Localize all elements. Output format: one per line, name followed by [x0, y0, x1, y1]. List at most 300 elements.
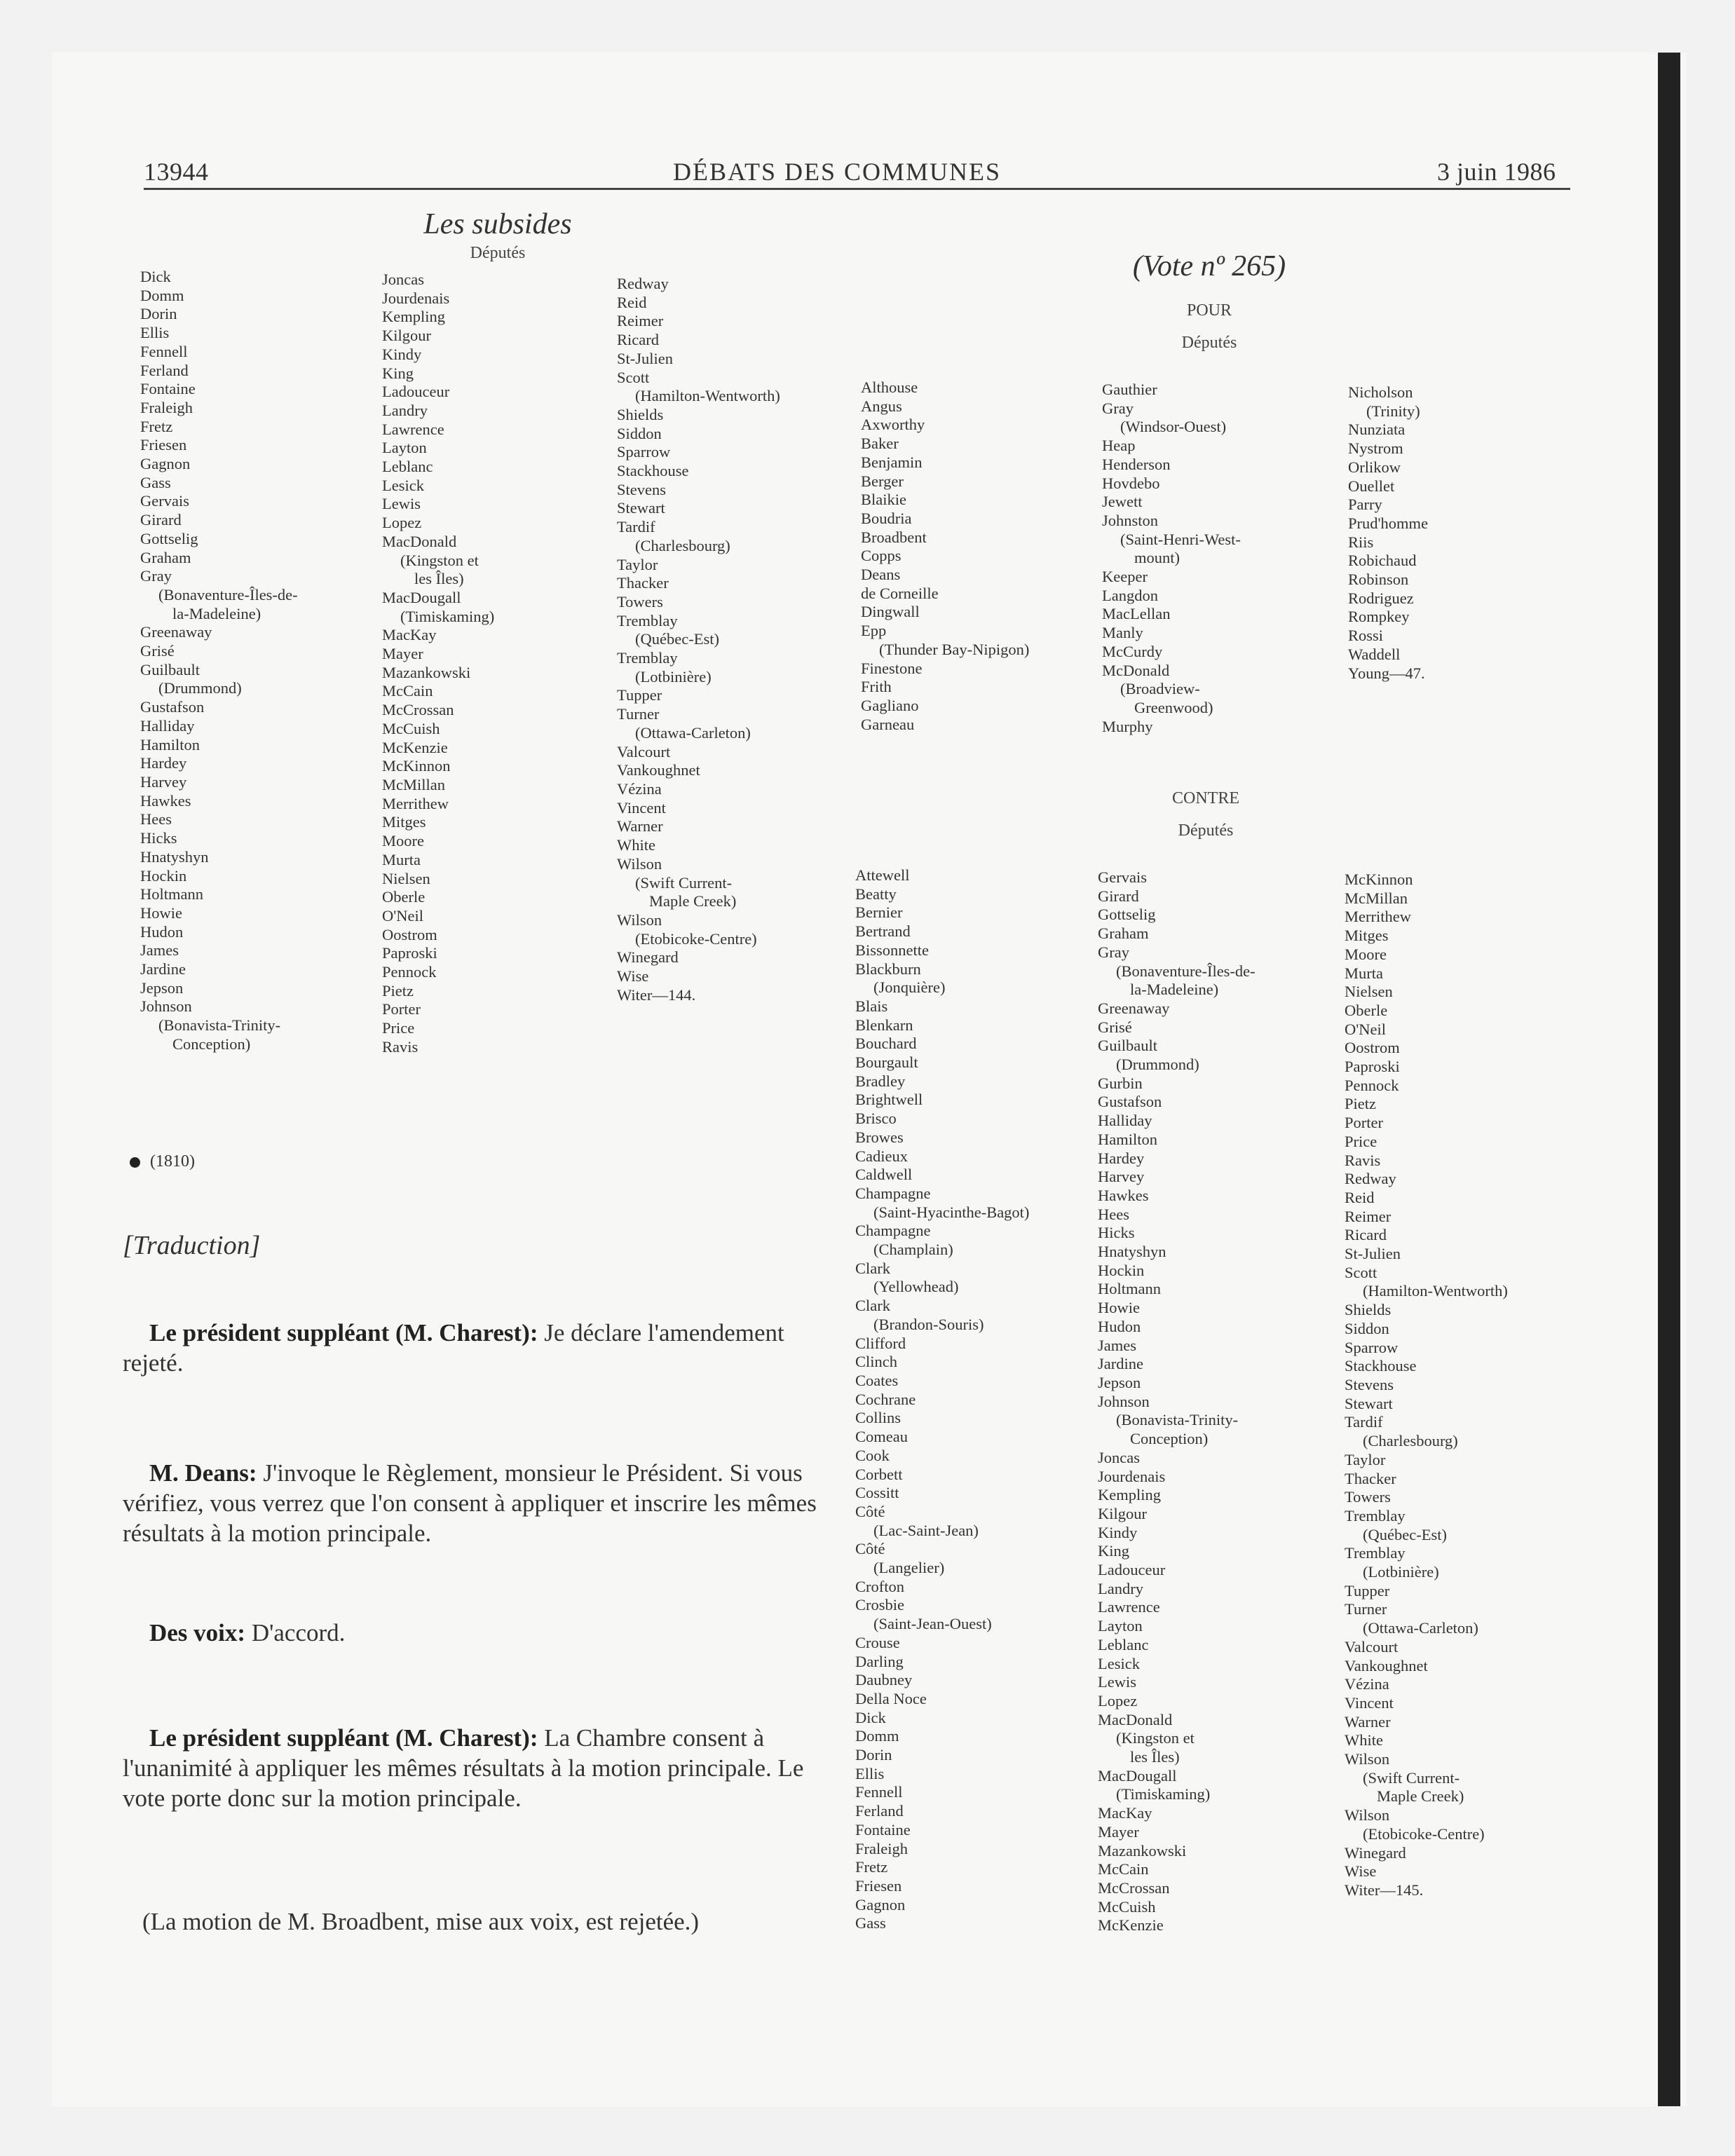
- member-name: Tremblay: [617, 611, 678, 629]
- header-rule: [144, 188, 1570, 190]
- member-name: les Îles): [414, 570, 464, 588]
- bullet-icon: [130, 1157, 140, 1168]
- member-name: Graham: [140, 548, 191, 566]
- member-name: MacKay: [1098, 1804, 1152, 1822]
- member-name: Jardine: [1098, 1355, 1143, 1373]
- member-name: Holtmann: [140, 885, 203, 903]
- member-name: Clark: [855, 1297, 890, 1315]
- member-name: Manly: [1102, 624, 1143, 642]
- member-name: Gagliano: [861, 696, 919, 714]
- member-name: Oostrom: [382, 925, 437, 943]
- member-name: Tremblay: [1345, 1506, 1406, 1524]
- member-name: Cadieux: [855, 1147, 908, 1165]
- paragraph-4: [123, 1723, 824, 1813]
- member-name: Riis: [1348, 533, 1374, 551]
- member-name: Leblanc: [1098, 1635, 1149, 1653]
- member-name: Deans: [861, 566, 901, 584]
- member-name: Taylor: [617, 555, 658, 573]
- member-name: Lawrence: [382, 420, 444, 438]
- contre-list-col3: [1345, 871, 1508, 1900]
- member-name: Kempling: [1098, 1486, 1161, 1504]
- member-name: Wise: [617, 967, 649, 985]
- member-name: McCrossan: [382, 701, 454, 719]
- member-name: McDonald: [1102, 661, 1170, 679]
- member-name: Joncas: [1098, 1448, 1140, 1466]
- member-name: White: [1345, 1731, 1383, 1749]
- member-name: Sparrow: [617, 443, 671, 461]
- member-name: Caldwell: [855, 1166, 913, 1184]
- member-name: Ellis: [855, 1764, 885, 1782]
- member-name: Fennell: [855, 1783, 903, 1801]
- member-name: Finestone: [861, 659, 923, 677]
- member-name: Jewett: [1102, 493, 1143, 511]
- member-name: Stackhouse: [617, 462, 689, 480]
- member-name: Jourdenais: [382, 289, 450, 307]
- member-name: Turner: [1345, 1600, 1387, 1618]
- member-name: Hnatyshyn: [140, 847, 209, 866]
- member-name: Greenaway: [1098, 999, 1170, 1017]
- member-name: Côté: [855, 1502, 885, 1520]
- member-name: (Langelier): [873, 1559, 945, 1577]
- scan-edge-bar: [1658, 53, 1680, 2106]
- member-name: Hawkes: [140, 791, 191, 810]
- member-name: Oberle: [1345, 1001, 1388, 1019]
- member-name: la-Madeleine): [1130, 981, 1219, 999]
- member-name: Dick: [855, 1708, 886, 1726]
- member-name: (Jonquière): [873, 978, 946, 997]
- member-name: Ricard: [617, 331, 659, 349]
- member-name: Rompkey: [1348, 608, 1410, 626]
- member-name: Gagnon: [855, 1895, 906, 1913]
- member-name: Kindy: [382, 345, 422, 363]
- member-name: Lewis: [382, 495, 421, 513]
- member-name: Halliday: [140, 716, 195, 735]
- member-name: Gervais: [140, 492, 189, 510]
- member-name: Redway: [617, 275, 669, 292]
- member-name: Hicks: [1098, 1224, 1135, 1242]
- member-name: Domm: [140, 286, 184, 304]
- member-name: Epp: [861, 622, 887, 640]
- member-name: Greenwood): [1134, 698, 1213, 716]
- member-name: Frith: [861, 678, 892, 696]
- member-name: Jepson: [140, 978, 184, 997]
- member-name: Friesen: [855, 1876, 902, 1895]
- member-name: Hardey: [140, 754, 187, 772]
- member-name: Vincent: [617, 798, 666, 817]
- member-name: Crouse: [855, 1633, 900, 1651]
- member-name: Fontaine: [140, 380, 196, 398]
- member-name: (Timiskaming): [400, 607, 495, 625]
- member-name: Redway: [1345, 1170, 1396, 1188]
- member-name: Blais: [855, 997, 888, 1015]
- member-name: mount): [1134, 549, 1180, 567]
- member-name: Scott: [617, 368, 650, 386]
- member-name: (Kingston et: [400, 551, 479, 569]
- member-name: MacDonald: [1098, 1710, 1173, 1728]
- member-name: Vincent: [1345, 1693, 1394, 1712]
- member-name: Grisé: [140, 642, 175, 660]
- speaker-1: Le président suppléant (M. Charest):: [149, 1319, 538, 1346]
- member-name: Kempling: [382, 308, 445, 326]
- member-name: MacDonald: [382, 532, 457, 550]
- member-name: Towers: [617, 592, 663, 610]
- member-name: Blackburn: [855, 960, 921, 978]
- member-name: Maple Creek): [1377, 1787, 1464, 1806]
- member-name: Mazankowski: [1098, 1841, 1187, 1860]
- member-name: Joncas: [382, 271, 424, 288]
- member-name: Bernier: [855, 903, 903, 922]
- member-name: Pietz: [382, 981, 414, 999]
- member-name: Johnson: [1098, 1392, 1150, 1410]
- member-name: Champagne: [855, 1184, 931, 1202]
- left-list-col3: [617, 275, 780, 1004]
- member-name: Gustafson: [140, 698, 205, 716]
- member-name: Maple Creek): [649, 892, 737, 910]
- member-name: (Yellowhead): [873, 1278, 959, 1296]
- member-name: Warner: [617, 817, 663, 835]
- member-name: O'Neil: [382, 906, 424, 925]
- member-name: Guilbault: [1098, 1037, 1157, 1055]
- member-name: Harvey: [1098, 1168, 1145, 1186]
- member-name: Blaikie: [861, 491, 906, 509]
- member-name: Stevens: [617, 480, 666, 498]
- member-name: Rossi: [1348, 627, 1384, 645]
- member-name: Valcourt: [617, 742, 671, 760]
- speaker-4: Le président suppléant (M. Charest):: [149, 1724, 538, 1752]
- member-name: Leblanc: [382, 458, 433, 476]
- member-name: Paproski: [1345, 1058, 1400, 1076]
- member-name: (Swift Current-: [1363, 1768, 1460, 1787]
- member-name: Oostrom: [1345, 1039, 1400, 1057]
- member-name: MacDougall: [382, 588, 461, 606]
- member-name: McKenzie: [382, 738, 448, 756]
- member-name: Kilgour: [382, 327, 431, 345]
- member-name: Reid: [1345, 1188, 1375, 1206]
- member-name: Henderson: [1102, 455, 1171, 473]
- member-name: Turner: [617, 705, 660, 723]
- member-name: Girard: [1098, 887, 1139, 905]
- member-name: Taylor: [1345, 1450, 1386, 1468]
- member-name: Ferland: [855, 1802, 904, 1820]
- member-name: Gustafson: [1098, 1093, 1162, 1111]
- member-name: Mitges: [1345, 927, 1389, 945]
- member-name: Howie: [1098, 1299, 1140, 1317]
- member-name: de Corneille: [861, 584, 939, 602]
- speech-4: La Chambre consent à l'unanimité à appliquer les mêmes résultats à la motion principale. Le vote porte donc sur la motion principale.: [123, 1724, 804, 1812]
- member-name: Nunziata: [1348, 421, 1406, 439]
- member-name: (Charlesbourg): [635, 536, 730, 554]
- member-name: (Champlain): [873, 1241, 953, 1259]
- member-name: Harvey: [140, 772, 187, 791]
- member-name: Young—47.: [1348, 664, 1425, 682]
- member-name: (Thunder Bay-Nipigon): [879, 640, 1030, 658]
- member-name: Gottselig: [1098, 906, 1156, 924]
- member-name: (Saint-Jean-Ouest): [873, 1615, 992, 1633]
- member-name: Johnston: [1102, 511, 1159, 529]
- member-name: Althouse: [861, 378, 918, 396]
- member-name: Daubney: [855, 1671, 913, 1689]
- member-name: King: [1098, 1542, 1129, 1560]
- member-name: (Brandon-Souris): [873, 1315, 984, 1333]
- speech-1: Je déclare l'amendement rejeté.: [123, 1319, 784, 1377]
- member-name: Vézina: [617, 779, 662, 798]
- member-name: Champagne: [855, 1222, 931, 1240]
- member-name: Hees: [1098, 1205, 1129, 1223]
- member-name: Dick: [140, 268, 171, 285]
- member-name: MacKay: [382, 626, 437, 644]
- member-name: Pennock: [1345, 1076, 1399, 1094]
- member-name: Ladouceur: [382, 383, 450, 401]
- member-name: Della Noce: [855, 1689, 927, 1707]
- contre-label: CONTRE: [1172, 789, 1239, 807]
- member-name: Landry: [382, 401, 428, 419]
- pour-label: POUR: [1186, 301, 1232, 320]
- member-name: Mayer: [1098, 1822, 1139, 1841]
- member-name: Pietz: [1345, 1095, 1376, 1113]
- member-name: Merrithew: [382, 794, 449, 812]
- member-name: Cook: [855, 1446, 890, 1464]
- member-name: Bertrand: [855, 922, 911, 941]
- member-name: Dorin: [855, 1746, 892, 1764]
- member-name: Clinch: [855, 1353, 897, 1371]
- member-name: Porter: [1345, 1114, 1383, 1132]
- member-name: Reimer: [1345, 1207, 1392, 1225]
- member-name: Crosbie: [855, 1596, 904, 1614]
- member-name: Price: [382, 1019, 415, 1037]
- contre-list-col2: [1098, 868, 1256, 1935]
- paragraph-3: [123, 1618, 824, 1648]
- member-name: (Bonavista-Trinity-: [1116, 1411, 1239, 1429]
- member-name: Lesick: [382, 476, 424, 494]
- member-name: Jardine: [140, 960, 186, 978]
- member-name: Grisé: [1098, 1018, 1132, 1036]
- speaker-3: Des voix:: [149, 1619, 246, 1646]
- member-name: Heap: [1102, 437, 1136, 455]
- member-name: Halliday: [1098, 1112, 1152, 1130]
- member-name: Gurbin: [1098, 1074, 1143, 1092]
- member-name: Reid: [617, 293, 647, 311]
- member-name: Bissonnette: [855, 941, 929, 959]
- member-name: Garneau: [861, 715, 915, 733]
- member-name: Ravis: [1345, 1151, 1381, 1169]
- member-name: (Québec-Est): [1363, 1525, 1447, 1543]
- member-name: Wilson: [1345, 1806, 1390, 1824]
- member-name: Hees: [140, 810, 172, 828]
- member-name: McCuish: [382, 719, 440, 737]
- member-name: Hudon: [140, 922, 184, 941]
- left-list-col1: [140, 268, 298, 1054]
- member-name: O'Neil: [1345, 1020, 1387, 1038]
- member-name: Tardif: [617, 518, 655, 536]
- member-name: (Lotbinière): [635, 667, 712, 685]
- member-name: Nystrom: [1348, 439, 1403, 458]
- member-name: Clark: [855, 1259, 890, 1277]
- member-name: Scott: [1345, 1263, 1377, 1281]
- member-name: White: [617, 836, 655, 854]
- member-name: Baker: [861, 435, 899, 453]
- member-name: St-Julien: [1345, 1245, 1401, 1263]
- paragraph-2: [123, 1458, 824, 1548]
- member-name: Cossitt: [855, 1484, 899, 1502]
- member-name: Jourdenais: [1098, 1467, 1166, 1485]
- member-name: Crofton: [855, 1577, 904, 1595]
- member-name: Howie: [140, 903, 182, 922]
- member-name: Wise: [1345, 1862, 1377, 1881]
- member-name: Boudria: [861, 509, 912, 527]
- member-name: Conception): [1130, 1430, 1209, 1448]
- member-name: Vankoughnet: [617, 761, 700, 779]
- member-name: Hicks: [140, 829, 177, 847]
- member-name: Tupper: [1345, 1581, 1390, 1599]
- member-name: (Kingston et: [1116, 1729, 1195, 1747]
- member-name: Girard: [140, 511, 182, 529]
- member-name: McMillan: [1345, 889, 1408, 907]
- member-name: MacLellan: [1102, 605, 1171, 623]
- member-name: (Trinity): [1366, 402, 1420, 420]
- member-name: Stewart: [617, 499, 665, 517]
- member-name: Ellis: [140, 324, 170, 342]
- contre-list-col1: [855, 866, 1029, 1933]
- speech-3: D'accord.: [245, 1619, 346, 1646]
- member-name: (Drummond): [1116, 1056, 1199, 1074]
- member-name: Jepson: [1098, 1373, 1141, 1391]
- member-name: Attewell: [855, 866, 910, 884]
- member-name: Prud'homme: [1348, 514, 1429, 532]
- page-date: 3 juin 1986: [1437, 158, 1556, 186]
- member-name: Comeau: [855, 1428, 908, 1446]
- member-name: Nicholson: [1348, 383, 1413, 401]
- member-name: Dorin: [140, 305, 177, 323]
- member-name: Dingwall: [861, 603, 920, 621]
- member-name: (Timiskaming): [1116, 1785, 1211, 1803]
- member-name: Clifford: [855, 1334, 906, 1352]
- member-name: Vézina: [1345, 1675, 1389, 1693]
- member-name: Fontaine: [855, 1820, 911, 1838]
- member-name: Greenaway: [140, 623, 212, 641]
- member-name: (Drummond): [158, 679, 242, 697]
- member-name: Gray: [140, 567, 172, 585]
- member-name: Gagnon: [140, 455, 191, 473]
- member-name: (Etobicoke-Centre): [635, 929, 757, 948]
- member-name: Blenkarn: [855, 1016, 913, 1034]
- member-name: James: [1098, 1336, 1136, 1354]
- member-name: Robinson: [1348, 571, 1409, 589]
- member-name: Wilson: [617, 854, 662, 873]
- section-title: Les subsides: [423, 208, 572, 240]
- member-name: Fretz: [855, 1858, 888, 1876]
- member-name: McCrossan: [1098, 1878, 1170, 1897]
- member-name: Merrithew: [1345, 908, 1411, 926]
- member-name: (Broadview-: [1120, 680, 1200, 698]
- speaker-2: M. Deans:: [149, 1459, 257, 1487]
- member-name: Witer—145.: [1345, 1881, 1424, 1899]
- member-name: Waddell: [1348, 645, 1401, 663]
- member-name: (Ottawa-Carleton): [1363, 1619, 1478, 1637]
- member-name: Kindy: [1098, 1523, 1138, 1541]
- pour-list-col1: [861, 378, 1029, 734]
- member-name: Conception): [172, 1035, 251, 1053]
- member-name: Pennock: [382, 963, 437, 981]
- member-name: Mazankowski: [382, 663, 471, 681]
- member-name: Darling: [855, 1652, 904, 1670]
- member-name: Valcourt: [1345, 1637, 1399, 1656]
- member-name: Hnatyshyn: [1098, 1243, 1166, 1261]
- member-name: Ricard: [1345, 1226, 1387, 1244]
- member-name: Landry: [1098, 1579, 1143, 1597]
- member-name: Copps: [861, 547, 901, 565]
- member-name: Fennell: [140, 342, 188, 360]
- member-name: Gauthier: [1102, 381, 1157, 398]
- member-name: King: [382, 364, 414, 382]
- member-name: Keeper: [1102, 568, 1148, 586]
- member-name: Hudon: [1098, 1317, 1141, 1335]
- member-name: Layton: [382, 439, 427, 457]
- time-marker-text: (1810): [150, 1152, 195, 1171]
- member-name: (Hamilton-Wentworth): [635, 387, 780, 405]
- member-name: Stevens: [1345, 1375, 1394, 1393]
- member-name: Gray: [1102, 399, 1134, 417]
- left-list-col2: [382, 271, 494, 1057]
- member-name: Stackhouse: [1345, 1357, 1417, 1375]
- member-name: Vankoughnet: [1345, 1656, 1428, 1674]
- member-name: Winegard: [617, 948, 679, 967]
- member-name: Tardif: [1345, 1413, 1383, 1431]
- member-name: (Ottawa-Carleton): [635, 723, 751, 742]
- member-name: Tremblay: [1345, 1544, 1406, 1562]
- member-name: McMillan: [382, 775, 445, 793]
- member-name: Thacker: [617, 574, 669, 592]
- member-name: (Bonavista-Trinity-: [158, 1016, 281, 1035]
- member-name: Warner: [1345, 1712, 1391, 1731]
- member-name: Mitges: [382, 813, 426, 831]
- member-name: (Etobicoke-Centre): [1363, 1824, 1485, 1843]
- member-name: (Windsor-Ouest): [1120, 418, 1227, 436]
- member-name: Browes: [855, 1128, 904, 1146]
- member-name: Guilbault: [140, 660, 200, 678]
- member-name: Parry: [1348, 496, 1382, 514]
- member-name: Gray: [1098, 943, 1129, 961]
- member-name: Lesick: [1098, 1654, 1140, 1672]
- section-subhead: Députés: [470, 244, 526, 262]
- member-name: Gass: [140, 473, 171, 491]
- member-name: Collins: [855, 1409, 901, 1427]
- member-name: Domm: [855, 1727, 899, 1745]
- member-name: Witer—144.: [617, 985, 696, 1004]
- member-name: (Hamilton-Wentworth): [1363, 1282, 1508, 1300]
- member-name: McCain: [1098, 1860, 1149, 1878]
- member-name: Tupper: [617, 686, 662, 704]
- member-name: Corbett: [855, 1465, 903, 1483]
- member-name: (Swift Current-: [635, 873, 733, 892]
- pour-list-col2: [1102, 381, 1241, 736]
- member-name: Fraleigh: [855, 1839, 908, 1857]
- member-name: Thacker: [1345, 1469, 1396, 1487]
- member-name: Brightwell: [855, 1091, 923, 1109]
- speech-2: J'invoque le Règlement, monsieur le Président. Si vous vérifiez, vous verrez que l'on consent à appliquer et inscrire les mêmes résultats à la motion principale.: [123, 1459, 817, 1547]
- member-name: McCurdy: [1102, 642, 1163, 660]
- member-name: McKinnon: [1345, 871, 1413, 888]
- member-name: Hamilton: [1098, 1130, 1157, 1148]
- member-name: (Québec-Est): [635, 630, 719, 648]
- member-name: Murta: [1345, 964, 1383, 982]
- member-name: Sparrow: [1345, 1338, 1399, 1356]
- member-name: Ladouceur: [1098, 1561, 1166, 1579]
- member-name: Porter: [382, 1000, 421, 1018]
- member-name: Graham: [1098, 925, 1149, 943]
- member-name: Johnson: [140, 997, 192, 1016]
- member-name: Paproski: [382, 944, 437, 962]
- member-name: Mayer: [382, 645, 423, 663]
